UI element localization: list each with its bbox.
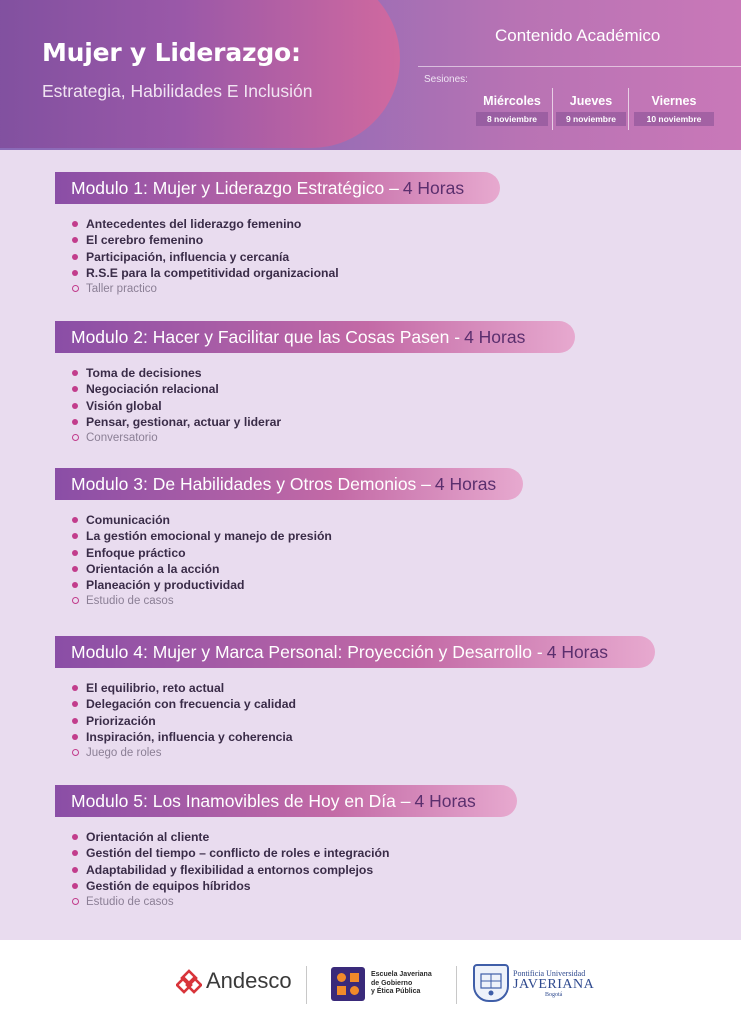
bullet-icon <box>72 734 78 740</box>
bullet-icon <box>72 566 78 572</box>
list-item: Comunicación <box>72 512 332 528</box>
list-item: Planeación y productividad <box>72 577 332 593</box>
bullet-icon <box>72 403 78 409</box>
session-day-wednesday <box>476 94 548 126</box>
page-header <box>0 0 741 150</box>
bullet-icon <box>72 386 78 392</box>
bullet-icon <box>72 850 78 856</box>
footer <box>0 940 741 1024</box>
session-day-name: Miércoles <box>483 94 541 108</box>
javeriana-text: Pontificia Universidad JAVERIANA Bogotá <box>513 968 595 998</box>
circle-bullet-icon <box>72 597 79 604</box>
module-hours: 4 Horas <box>402 177 465 198</box>
module-title: Modulo 4: Mujer y Marca Personal: Proyección y Desarrollo - <box>71 641 543 662</box>
list-item: Visión global <box>72 398 281 414</box>
module-topic-list <box>72 680 296 761</box>
module-topic-list <box>72 829 389 910</box>
bullet-icon <box>72 419 78 425</box>
list-item: Delegación con frecuencia y calidad <box>72 696 296 712</box>
andesco-logo <box>176 968 292 994</box>
escuela-text: Escuela Javeriana de Gobierno y Ética Pública <box>371 971 432 996</box>
list-item: El cerebro femenino <box>72 232 339 248</box>
bullet-icon <box>72 370 78 376</box>
bullet-icon <box>72 517 78 523</box>
sessions-label: Sesiones: <box>424 74 468 85</box>
activity-item: Estudio de casos <box>72 894 389 910</box>
javeriana-logo <box>473 964 594 1002</box>
activity-item: Conversatorio <box>72 430 281 446</box>
list-item: Participación, influencia y cercanía <box>72 249 339 265</box>
circle-bullet-icon <box>72 749 79 756</box>
module-title: Modulo 2: Hacer y Facilitar que las Cosas Pasen - <box>71 326 461 347</box>
module-title-bar <box>55 172 500 204</box>
module-title: Modulo 5: Los Inamovibles de Hoy en Día – <box>71 790 411 811</box>
session-day-date: 8 noviembre <box>476 112 548 126</box>
bullet-icon <box>72 834 78 840</box>
activity-item: Taller practico <box>72 281 339 297</box>
module-title-bar <box>55 636 655 668</box>
section-label: Contenido Académico <box>495 26 661 45</box>
module-hours: 4 Horas <box>434 473 497 494</box>
bullet-icon <box>72 867 78 873</box>
list-item: Enfoque práctico <box>72 545 332 561</box>
bullet-icon <box>72 533 78 539</box>
andesco-logo-text: Andesco <box>206 968 292 993</box>
divider <box>628 88 629 130</box>
list-item: Priorización <box>72 713 296 729</box>
module-title-bar <box>55 468 523 500</box>
module-title: Modulo 3: De Habilidades y Otros Demonios – <box>71 473 431 494</box>
page-subtitle: Estrategia, Habilidades E Inclusión <box>42 81 313 101</box>
divider <box>552 88 553 130</box>
activity-item: Estudio de casos <box>72 593 332 609</box>
circle-bullet-icon <box>72 285 79 292</box>
bullet-icon <box>72 701 78 707</box>
module-hours: 4 Horas <box>414 790 476 811</box>
bullet-icon <box>72 718 78 724</box>
bullet-icon <box>72 270 78 276</box>
javeriana-seal-icon <box>473 964 509 1002</box>
bullet-icon <box>72 685 78 691</box>
list-item: Inspiración, influencia y coherencia <box>72 729 296 745</box>
module-topic-list <box>72 512 332 610</box>
bullet-icon <box>72 582 78 588</box>
session-day-friday <box>634 94 714 126</box>
list-item: El equilibrio, reto actual <box>72 680 296 696</box>
divider <box>306 966 307 1004</box>
bullet-icon <box>72 237 78 243</box>
list-item: Antecedentes del liderazgo femenino <box>72 216 339 232</box>
session-day-name: Viernes <box>651 94 697 108</box>
session-day-date: 9 noviembre <box>556 112 626 126</box>
session-day-date: 10 noviembre <box>634 112 714 126</box>
module-hours: 4 Horas <box>464 326 526 347</box>
activity-item: Juego de roles <box>72 745 296 761</box>
circle-bullet-icon <box>72 434 79 441</box>
list-item: Pensar, gestionar, actuar y liderar <box>72 414 281 430</box>
list-item: Negociación relacional <box>72 381 281 397</box>
divider <box>418 66 741 67</box>
list-item: La gestión emocional y manejo de presión <box>72 528 332 544</box>
module-topic-list <box>72 216 339 297</box>
list-item: Toma de decisiones <box>72 365 281 381</box>
bullet-icon <box>72 550 78 556</box>
page-title: Mujer y Liderazgo: <box>42 38 301 67</box>
module-title-bar <box>55 785 517 817</box>
andesco-icon <box>176 968 202 994</box>
escuela-logo <box>331 967 432 1001</box>
session-day-thursday <box>556 94 626 126</box>
module-hours: 4 Horas <box>546 641 608 662</box>
bullet-icon <box>72 254 78 260</box>
list-item: Adaptabilidad y flexibilidad a entornos complejos <box>72 862 389 878</box>
list-item: Gestión de equipos híbridos <box>72 878 389 894</box>
module-title: Modulo 1: Mujer y Liderazgo Estratégico – <box>71 177 399 198</box>
bullet-icon <box>72 883 78 889</box>
module-title-bar <box>55 321 575 353</box>
escuela-icon <box>331 967 365 1001</box>
circle-bullet-icon <box>72 898 79 905</box>
list-item: Orientación al cliente <box>72 829 389 845</box>
session-day-name: Jueves <box>569 94 613 108</box>
list-item: R.S.E para la competitividad organizacional <box>72 265 339 281</box>
list-item: Orientación a la acción <box>72 561 332 577</box>
bullet-icon <box>72 221 78 227</box>
module-topic-list <box>72 365 281 446</box>
title-banner <box>0 0 400 148</box>
divider <box>456 966 457 1004</box>
list-item: Gestión del tiempo – conflicto de roles e integración <box>72 845 389 861</box>
